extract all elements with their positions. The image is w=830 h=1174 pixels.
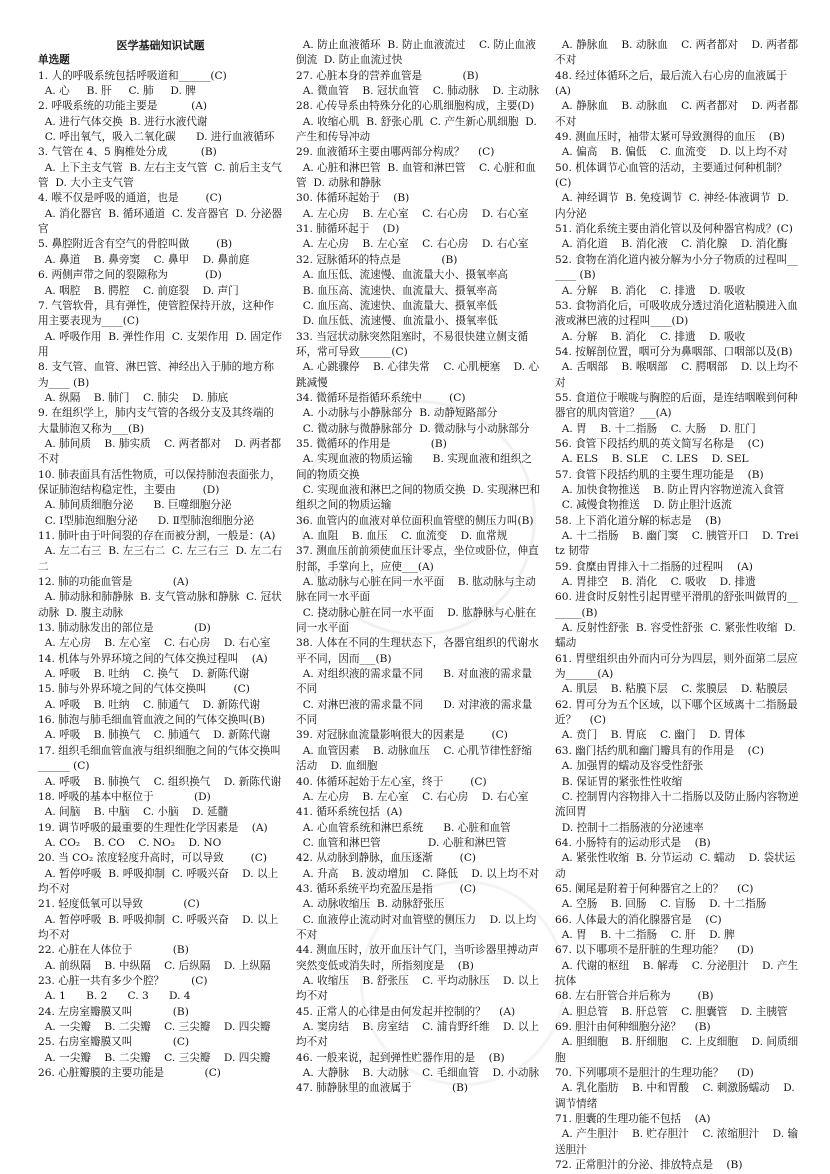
question-line: A. ELS B. SLE C. LES D. SEL: [555, 453, 749, 466]
question-line: 51. 消化系统主要由消化管以及何种器官构成？(C): [555, 223, 793, 236]
question-line: 7. 气管软骨，具有弹性，使管腔保持开放，这种作用主要表现为____(C): [38, 299, 274, 328]
question-line: D. 血压低、流速慢、血流量小、摄氧率低: [296, 315, 498, 328]
question-line: A. 产生胆汁 B. 贮存胆汁 C. 浓缩胆汁 D. 输送胆汁: [555, 1128, 799, 1156]
question-line: 50. 机体调节心血管的活动，主要通过何种机制？(C): [555, 161, 788, 190]
question-line: 25. 右房室瓣膜又叫 (C): [38, 1036, 190, 1049]
question-line: A. 收缩心肌 B. 舒张心肌 C. 产生新心肌细胞 D. 产生和传导冲动: [296, 115, 541, 144]
question-line: A. 舌咽部 B. 喉咽部 C. 腭咽部 D. 以上均不对: [555, 361, 799, 389]
question-line: A. 微血管 B. 冠状血管 C. 肺动脉 D. 主动脉: [296, 85, 540, 98]
question-line: C. 对淋巴液的需求量不同 D. 对津液的需求量不同: [296, 698, 533, 727]
question-line: 44. 测血压时，放开血压计气门，当听诊器里搏动声突然变低或消失时，所指刻度是 (B): [296, 944, 539, 972]
question-line: 17. 组织毛细血管血液与组织细胞之间的气体交换叫______ (C): [38, 744, 281, 773]
section-heading: 单选题: [38, 54, 70, 67]
question-line: 23. 心脏一共有多少个腔？ (C): [38, 974, 208, 987]
question-line: A. 加强胃的蠕动及容受性舒张: [555, 760, 704, 773]
question-line: 20. 当 CO₂ 浓度轻度升高时，可以导致 (C): [38, 852, 268, 865]
question-line: A. 左二右三 B. 左三右二 C. 左三右三 D. 左二右二: [38, 545, 283, 573]
question-line: 28. 心传导系由特殊分化的心肌细胞构成，主要(D): [296, 100, 535, 113]
question-line: 39. 对冠脉血流量影响很大的因素是 (C): [296, 729, 508, 742]
question-line: A. 贲门 B. 胃底 C. 幽门 D. 胃体: [555, 729, 746, 742]
question-line: A. 前纵隔 B. 中纵隔 C. 后纵隔 D. 上纵隔: [38, 959, 271, 972]
question-line: A. 动脉收缩压 B. 动脉舒张压: [296, 898, 445, 911]
question-line: 31. 肺循环起于 (D): [296, 223, 400, 236]
question-line: A. 呼吸作用 B. 弹性作用 C. 支架作用 D. 固定作用: [38, 330, 283, 358]
question-line: 22. 心脏在人体位于 (B): [38, 944, 189, 957]
question-line: 38. 人体在不同的生理状态下，各器官组织的代谢水平不同，因而___(B): [296, 637, 539, 665]
question-line: 54. 按解剖位置，咽可分为鼻咽部、口咽部以及(B): [555, 345, 793, 358]
question-line: 64. 小肠特有的运动形式是 (B): [555, 836, 711, 849]
question-line: A. 肱动脉与心脏在同一水平面 B. 肱动脉与主动脉在同一水平面: [296, 576, 536, 604]
column-2: [296, 38, 542, 1097]
question-list: [296, 38, 542, 1097]
question-line: A. 1 B. 2 C. 3 D. 4: [38, 990, 191, 1003]
question-line: C. 血液停止流动时对血管壁的侧压力 D. 以上均不对: [296, 913, 537, 941]
question-line: A. 紧张性收缩 B. 分节运动 C. 蠕动 D. 袋状运动: [555, 852, 796, 880]
question-line: A. 血压低、流速慢、血流量大小、摄氧率高: [296, 269, 508, 282]
question-line: A. 胆细胞 B. 肝细胞 C. 上皮细胞 D. 间质细胞: [555, 1036, 799, 1064]
question-line: 69. 胆汁由何种细胞分泌？ (B): [555, 1021, 711, 1033]
question-line: 56. 食管下段括约肌的英文简写名称是 (C): [555, 437, 764, 450]
question-line: 57. 食管下段括约肌的主要生理功能是 (B): [555, 468, 764, 481]
question-line: 2. 呼吸系统的功能主要是 (A): [38, 100, 208, 113]
question-line: A. 乳化脂肪 B. 中和胃酸 C. 刺激肠蠕动 D. 调节情绪: [555, 1082, 799, 1110]
question-line: 72. 正常胆汁的分泌、排放特点是 (B): [555, 1159, 743, 1172]
question-line: B. 血压高、流速快、血流量大、摄氧率高: [296, 284, 498, 297]
question-line: 30. 体循环起始于 (B): [296, 192, 410, 205]
question-line: A. 收缩压 B. 舒张压 C. 平均动脉压 D. 以上均不对: [296, 974, 540, 1003]
page-title: 医学基础知识试题: [116, 39, 205, 52]
question-line: A. 心脏和淋巴管 B. 血管和淋巴管 C. 心脏和血管 D. 动脉和静脉: [296, 161, 536, 190]
question-line: A. 分解 B. 消化 C. 排遗 D. 吸收: [555, 330, 746, 343]
question-line: 55. 食道位于喉咙与胸腔的后面，是连结咽喉到何种器官的肌肉管道？___(A): [555, 391, 798, 420]
question-line: A. 咽腔 B. 腭腔 C. 前庭裂 D. 声门: [38, 284, 239, 297]
question-list: [38, 69, 283, 1082]
question-line: C. 微动脉与微静脉部分 D. 微动脉与小动脉部分: [296, 422, 530, 435]
question-line: A. 胃 B. 十二指肠 C. 大肠 D. 肛门: [555, 422, 756, 435]
question-line: A. 心 B. 肝 C. 肺 D. 脾: [38, 85, 196, 98]
column-3: [555, 38, 800, 1173]
question-line: 49. 测血压时，袖带太紧可导致测得的血压 (B): [555, 131, 785, 144]
question-line: A. 暂停呼吸 B. 呼吸抑制 C. 呼吸兴奋 D. 以上均不对: [38, 913, 279, 941]
question-line: A. 呼吸 B. 吐纳 C. 肺通气 D. 新陈代谢: [38, 698, 260, 711]
question-line: 59. 食糜由胃排入十二指肠的过程叫 (A): [555, 560, 753, 573]
question-line: 62. 胃可分为五个区域，以下哪个区域离十二指肠最近？ (C): [555, 698, 798, 727]
question-line: 47. 肺静脉里的血液属于 (B): [296, 1082, 469, 1095]
question-line: 21. 轻度低氧可以导致 (C): [38, 898, 200, 911]
question-line: A. 神经调节 B. 免疫调节 C. 神经-体液调节 D. 内分泌: [555, 192, 793, 220]
question-line: A. 静脉血 B. 动脉血 C. 两者都对 D. 两者都不对: [555, 100, 799, 128]
question-line: 33. 当冠状动脉突然阻塞时，不易很快建立侧支循环，常可导致______(C): [296, 330, 529, 358]
question-line: A. 空肠 B. 回肠 C. 盲肠 D. 十二指肠: [555, 898, 767, 911]
question-line: A. 肺间质细胞分泌 B. 巨噬细胞分泌: [38, 499, 232, 512]
question-line: 61. 胃壁组织由外而内可分为四层，则外面第二层应为______(A): [555, 652, 798, 681]
question-line: A. 对组织液的需求量不同 B. 对血液的需求量不同: [296, 668, 532, 696]
question-line: 60. 进食时反射性引起胃壁平滑肌的舒张叫做胃的_______(B): [555, 591, 798, 619]
question-line: 66. 人体最大的消化腺器官是 (C): [555, 913, 722, 926]
question-line: 32. 冠脉循环的特点是 (B): [296, 253, 458, 266]
question-line: 14. 机体与外界环境之间的气体交换过程叫 (A): [38, 652, 268, 665]
question-line: A. 胆总管 B. 肝总管 C. 胆囊管 D. 主胰管: [555, 1005, 788, 1018]
question-line: A. 反射性舒张 B. 容受性舒张 C. 紧张性收缩 D. 蠕动: [555, 622, 800, 650]
question-line: C. 实现血液和淋巴之间的物质交换 D. 实现淋巴和组织之间的物质运输: [296, 483, 541, 512]
question-line: A. 肌层 B. 粘膜下层 C. 浆膜层 D. 粘膜层: [555, 683, 788, 696]
question-line: 24. 左房室瓣膜又叫 (B): [38, 1005, 189, 1018]
question-line: C. Ⅰ型肺泡细胞分泌 D. Ⅱ型肺泡细胞分泌: [38, 514, 254, 527]
question-line: 4. 喉不仅是呼吸的通道，也是 (C): [38, 192, 222, 205]
question-line: C. 挠动脉心脏在同一水平面 D. 肱静脉与心脏在同一水平面: [296, 606, 537, 635]
question-line: 18. 呼吸的基本中枢位于 (D): [38, 790, 211, 803]
question-line: A. 左心房 B. 左心室 C. 右心房 D. 右心室: [296, 790, 529, 803]
question-line: A. CO₂ B. CO C. NO₂ D. NO: [38, 836, 222, 849]
question-line: A. 消化道 B. 消化液 C. 消化腺 D. 消化酶: [555, 238, 788, 251]
question-line: 29. 血液循环主要由哪两部分构成？ (C): [296, 146, 495, 159]
question-line: A. 暂停呼吸 B. 呼吸抑制 C. 呼吸兴奋 D. 以上均不对: [38, 867, 279, 895]
question-line: 5. 鼻腔附近含有空气的骨腔叫做 (B): [38, 238, 233, 251]
question-line: 34. 微循环是指循环系统中 (C): [296, 391, 466, 404]
question-line: A. 静脉血 B. 动脉血 C. 两者都对 D. 两者都不对: [555, 39, 799, 67]
question-line: 52. 食物在消化道内被分解为小分子物质的过程叫______ (B): [555, 253, 798, 282]
question-line: 1. 人的呼吸系统包括呼吸道和______(C): [38, 69, 227, 82]
question-line: A. 呼吸 B. 肺换气 C. 组织换气 D. 新陈代谢: [38, 775, 282, 788]
question-line: C. 血压高、流速快、血流量大、摄氧率低: [296, 299, 498, 312]
question-line: 65. 阑尾是附着于何种器官之上的？ (C): [555, 882, 754, 895]
question-line: A. 十二指肠 B. 幽门窦 C. 胰管开口 D. Treitz 韧带: [555, 530, 799, 558]
question-line: C. 呼出氧气，吸入二氧化碳 D. 进行血液循环: [38, 131, 275, 144]
question-line: 41. 循环系统包括 (A): [296, 806, 403, 819]
question-line: 45. 正常人的心律是由何发起并控制的？ (A): [296, 1005, 516, 1018]
question-line: 11. 肺叶由于叶间裂的存在而被分割，一般是：(A): [38, 530, 276, 542]
question-line: 13. 肺动脉发出的部位是 (D): [38, 622, 211, 635]
question-line: 35. 微循环的作用是 (B): [296, 437, 447, 450]
question-line: 53. 食物消化后，可吸收成分透过消化道粘膜进入血液或淋巴液的过程叫____(D): [555, 299, 798, 328]
question-line: A. 纵隔 B. 肺门 C. 肺尖 D. 肺底: [38, 391, 229, 404]
question-line: 36. 血管内的血液对单位面积血管壁的侧压力叫(B): [296, 514, 534, 527]
question-line: A. 血管因素 B. 动脉血压 C. 心肌节律性舒缩活动 D. 血细胞: [296, 744, 532, 773]
column-1: [38, 38, 283, 1081]
question-line: A. 心跳骤停 B. 心律失常 C. 心肌梗塞 D. 心跳减慢: [296, 361, 540, 389]
question-line: 68. 左右肝管合并后称为 (B): [555, 990, 714, 1003]
question-line: 26. 心脏瓣膜的主要功能是 (C): [38, 1067, 221, 1080]
question-line: A. 血阻 B. 血压 C. 血流变 D. 血常规: [296, 530, 508, 542]
question-line: A. 窦房结 B. 房室结 C. 浦肯野纤维 D. 以上均不对: [296, 1021, 540, 1049]
question-line: A. 间脑 B. 中脑 C. 小脑 D. 延髓: [38, 806, 229, 819]
question-line: A. 小动脉与小静脉部分 B. 动静短路部分: [296, 407, 498, 420]
question-line: A. 进行气体交换 B. 进行水液代谢: [38, 115, 208, 128]
question-line: 58. 上下消化道分解的标志是 (B): [555, 514, 722, 527]
question-line: A. 消化器官 B. 循环通道 C. 发音器官 D. 分泌器官: [38, 207, 283, 236]
question-list: [555, 38, 800, 1173]
question-line: A. 偏高 B. 偏低 C. 血流变 D. 以上均不对: [555, 146, 788, 159]
question-line: 43. 循环系统平均充盈压是指 (C): [296, 882, 477, 895]
question-line: 16. 肺泡与肺毛细血管血液之间的气体交换叫(B): [38, 714, 265, 727]
question-line: 3. 气管在 4、5 胸椎处分成 (B): [38, 146, 217, 159]
question-line: A. 分解 B. 消化 C. 排遗 D. 吸收: [555, 284, 746, 297]
question-line: A. 肺动脉和肺静脉 B. 支气管动脉和静脉 C. 冠状动脉 D. 腹主动脉: [38, 591, 282, 619]
question-line: A. 左心房 B. 左心室 C. 右心房 D. 右心室: [296, 238, 529, 251]
question-line: 8. 支气管、血管、淋巴管、神经出入于肺的地方称为____ (B): [38, 361, 274, 389]
question-line: A. 一尖瓣 B. 二尖瓣 C. 三尖瓣 D. 四尖瓣: [38, 1021, 271, 1033]
question-line: A. 呼吸 B. 肺换气 C. 肺通气 D. 新陈代谢: [38, 729, 271, 742]
question-line: C. 血管和淋巴管 D. 心脏和淋巴管: [296, 836, 507, 849]
question-line: B. 保证胃的紧张性性收缩: [555, 775, 683, 788]
question-line: 63. 幽门括约肌和幽门瓣具有的作用是 (C): [555, 744, 764, 757]
question-line: A. 肺间质 B. 肺实质 C. 两者都对 D. 两者都不对: [38, 437, 282, 466]
question-line: 70. 下列哪项不是胆汁的生理功能？ (D): [555, 1067, 754, 1080]
question-line: 67. 以下哪项不是肝脏的生理功能？ (D): [555, 944, 754, 957]
question-line: C. 减慢食物推送 D. 防止胆汁返流: [555, 499, 732, 512]
question-line: 42. 从动脉到静脉，血压逐渐 (C): [296, 852, 477, 865]
question-line: A. 心血管系统和淋巴系统 B. 心脏和血管: [296, 821, 511, 834]
question-line: C. 控制胃内容物排入十二指肠以及防止肠内容物逆流回胃: [555, 790, 799, 819]
question-line: A. 呼吸 B. 吐纳 C. 换气 D. 新陈代谢: [38, 668, 250, 681]
question-line: A. 代谢的枢纽 B. 解毒 C. 分泌胆汁 D. 产生抗体: [555, 959, 799, 987]
question-line: A. 加快食物推送 B. 防止胃内容物逆流入食管: [555, 483, 785, 496]
question-line: A. 左心房 B. 左心室 C. 右心房 D. 右心室: [296, 207, 529, 220]
question-line: A. 上下主支气管 B. 左右主支气管 C. 前后主支气管 D. 大小主支气管: [38, 161, 282, 190]
question-line: 19. 调节呼吸的最重要的生理性化学因素是 (A): [38, 821, 268, 834]
question-line: A. 一尖瓣 B. 二尖瓣 C. 三尖瓣 D. 四尖瓣: [38, 1051, 271, 1064]
question-line: D. 控制十二指肠液的分泌速率: [555, 821, 704, 834]
question-line: 15. 肺与外界环境之间的气体交换叫 (C): [38, 683, 250, 696]
question-line: 71. 胆囊的生理功能不包括 (A): [555, 1113, 711, 1126]
question-line: A. 大静脉 B. 大动脉 C. 毛细血管 D. 小动脉: [296, 1067, 540, 1080]
question-line: 48. 经过体循环之后，最后流入右心房的血液属于(A): [555, 69, 788, 98]
question-line: 9. 在组织学上，肺内支气管的各级分支及其终端的大量肺泡又称为___(B): [38, 407, 274, 435]
question-line: 27. 心脏本身的营养血管是 (B): [296, 69, 479, 82]
question-line: A. 实现血液的物质运输 B. 实现血液和组织之间的物质交换: [296, 453, 532, 481]
question-line: 10. 肺表面具有活性物质，可以保持肺泡表面张力，保证肺泡结构稳定性，主要由 (D): [38, 468, 281, 496]
question-line: 12. 肺的功能血管是 (A): [38, 576, 189, 589]
question-line: A. 左心房 B. 左心室 C. 右心房 D. 右心室: [38, 637, 271, 650]
question-line: A. 胃 B. 十二指肠 C. 肝 D. 脾: [555, 928, 735, 941]
question-line: A. 鼻道 B. 鼻旁窦 C. 鼻甲 D. 鼻前庭: [38, 253, 250, 266]
question-line: 40. 体循环起始于左心室，终于 (C): [296, 775, 487, 788]
question-line: A. 胃排空 B. 消化 C. 吸收 D. 排遗: [555, 576, 756, 589]
question-line: 46. 一般来说，起到弹性贮器作用的是 (B): [296, 1051, 505, 1064]
question-line: 37. 测血压前前须使血压计零点，坐位或卧位，伸直肘部，手掌向上，应使___(A): [296, 545, 539, 573]
question-line: A. 防止血液循环 B. 防止血液流过 C. 防止血液倒流 D. 防止血流过快: [296, 39, 536, 67]
question-line: A. 升高 B. 波动增加 C. 降低 D. 以上均不对: [296, 867, 540, 880]
question-line: 6. 两侧声带之间的裂隙称为 (D): [38, 269, 222, 282]
